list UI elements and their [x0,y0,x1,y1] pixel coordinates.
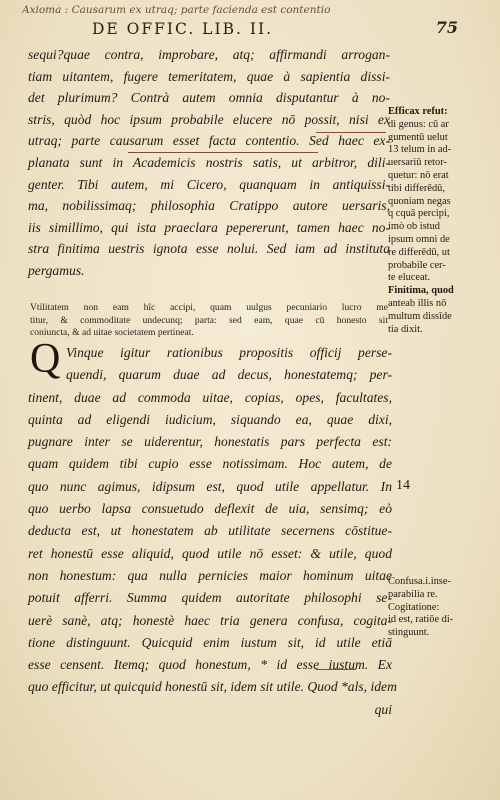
margin-line: id est, ratiōe di- [388,614,454,626]
margin-line: anteab illis nō [388,297,447,309]
margin-line: Cogitatione: [388,601,440,613]
margin-line: parabilia re. [388,588,438,600]
text-line: quam quidem tibi cupio esse notissimam. Hoc autem, de [28,456,392,472]
margin-line: Efficax refut: [388,106,448,117]
text-line: quo efficitur, ut quicquid honestū sit, idem sit utile. Quod *als, idem [28,679,397,695]
text-line: deducta est, ut honestatem ab utilitate secernens cōstitue- [28,523,392,539]
text-line: Vinque igitur rationibus propositis officij perse- [66,345,392,360]
text-line: planata sunt in Academicis nostris satis, ut arbitror, dili- [28,154,390,170]
summary-line: coniuncta, & ad uitae societatem pertineat. [30,327,194,338]
margin-line: stinguunt. [388,627,430,639]
margin-line: ipsum omni de [388,233,450,245]
text-line: uerè sanè, atq; honestè haec tria genera confusa, cogita- [28,612,392,628]
margin-line: imò ob istud [388,221,440,233]
text-line: tione distinguunt. Quicquid enim iustum sit, id utile etiā [28,634,392,650]
summary-line: Vtilitatem non eam hîc accipi, quam uulgus pecuniario lucro me [30,302,388,313]
text-line: stra finitima uestris ignota esse nolui. Sed iam ad instituta [28,241,390,257]
text-line: tiam uitantem, fugere temeritatem, quae à sapientia dissi- [28,68,390,84]
text-line: quo uerbo lapsa consuetudo deflexit de uia, sensimq; eò [28,501,392,517]
margin-line: 13 telum in ad- [388,144,452,156]
catchword: qui [374,701,392,717]
ink-underline [128,152,318,153]
margin-line: te eluceat. [388,272,431,284]
margin-line: probabile cer- [388,259,446,271]
text-line: ma, nobilissimaq; philosophia Cratippo autore uersaris, [28,198,390,214]
drop-cap-initial: Q [30,336,61,382]
text-line: genter. Tibi autem, mi Cicero, quanquam in antiquissi- [28,176,390,192]
summary-line: titur, & commoditate undecunq; parta: sed eam, quae cū honesto sit [30,314,388,326]
marginal-note-1 [388,106,488,336]
text-line: utraq; parte causarum esset facta contentio. Sed haec ex- [28,133,390,149]
margin-line: gumentū uelut [388,131,448,143]
margin-line: uersariū retor- [388,157,447,169]
text-line: esse censent. Itemq; quod honestum, * id esse iustum. Ex [28,657,392,673]
margin-line: Confusa.i.inse- [388,576,451,587]
marginal-note-2 [388,576,488,640]
section-number: 14 [396,478,410,493]
text-line: tinent, duae ad commoda uitae, copias, opes, facultates, [28,389,392,405]
text-line: sequi?quae contra, improbare, atq; affirmandi arrogan- [28,47,390,62]
text-line: det plurimum? Contrà autem omnia disputantur à no- [28,90,390,106]
chapter-summary [30,302,388,340]
text-line: pergamus. [28,262,85,278]
body-paragraph-2 [28,342,397,721]
margin-line: q cquā percipi, [388,208,450,220]
text-line: quendi, quarum duae ad decus, honestatemq; per- [66,367,392,383]
margin-line: tibi differēdū, [388,182,445,194]
text-line: non honestum: qua nulla pernicies maior hominum uitae [28,567,392,583]
ink-underline [316,132,386,133]
text-line: potuit afferri. Summa quidem autoritate philosophi se- [28,590,392,606]
margin-line: quetur: nō erat [388,169,449,181]
text-line: stris, quòd hoc ipsum probabile elucere nō possit, nisi ex [28,111,390,127]
margin-line: di genus: cū ar [388,118,449,130]
margin-line: tia dixit. [388,323,423,335]
margin-line: Finitima, quod [388,285,454,297]
body-paragraph-1 [28,44,390,282]
margin-line: re differēdū, ut [388,246,450,258]
text-line: iis simillimo, qui ista praeclara pepererunt, tamen haec no- [28,219,390,235]
text-line: quinta ad eligendi iudicium, siquando ea, quae dixi, [28,411,392,427]
text-line: ret honestū esse aliquid, quod utile nō esset: & utile, quod [28,545,392,561]
page-header [0,20,500,42]
margin-line: multum dissīde [388,310,452,322]
margin-line: quoniam negas [388,195,451,207]
text-line: quo nunc agimus, idipsum est, quod utile appellatur. In [28,478,392,494]
page-number: 75 [435,18,458,37]
handwritten-note: Axioma : Causarum ex utraq; parte facienda est contentio [22,4,331,16]
text-line: pugnare inter se uiderentur, honestatis pars perfecta est: [28,434,392,450]
running-title: DE OFFIC. LIB. II. [92,20,274,38]
